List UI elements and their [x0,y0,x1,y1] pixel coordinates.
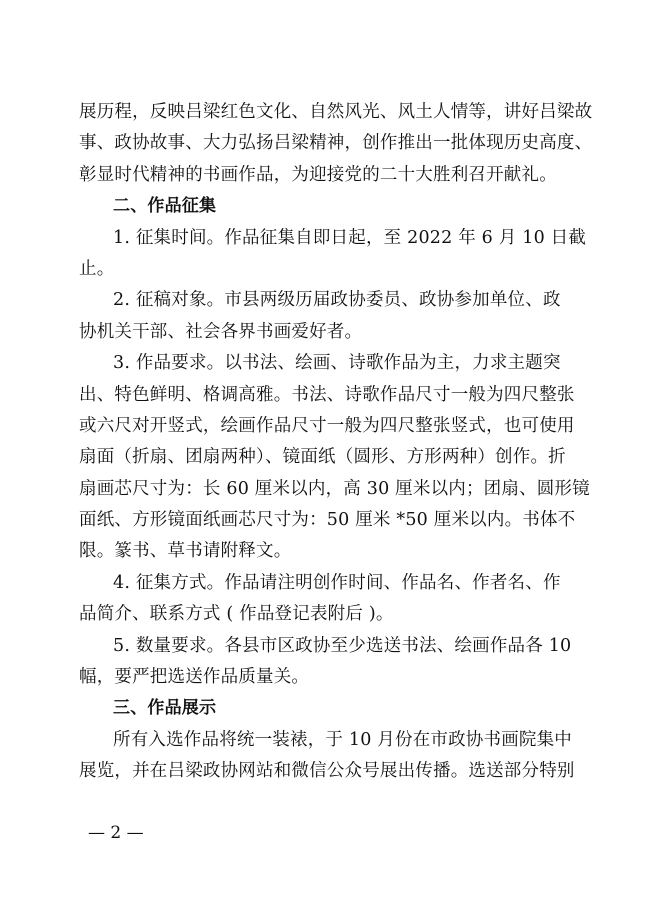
body-line: 品简介、联系方式 ( 作品登记表附后 )。 [79,604,394,625]
body-line: 彰显时代精神的书画作品，为迎接党的二十大胜利召开献礼。 [79,164,557,185]
body-line: 所有入选作品将统一装裱，于 10 月份在市政协书画院集中 [113,729,572,750]
body-line: 协机关干部、社会各界书画爱好者。 [79,321,363,342]
body-line: 展历程，反映吕梁红色文化、自然风光、风土人情等，讲好吕梁故 [79,102,593,122]
page-number: — 2 — [88,823,144,843]
body-line: 限。篆书、草书请附释文。 [79,541,292,562]
body-line: 或六尺对开竖式，绘画作品尺寸一般为四尺整张竖式，也可使用 [79,415,575,436]
body-line: 5. 数量要求。各县市区政协至少选送书法、绘画作品各 10 [113,635,572,656]
body-line: 展览，并在吕梁政协网站和微信公众号展出传播。选送部分特别 [79,761,575,782]
body-line: 扇面（折扇、团扇两种）、镜面纸（圆形、方形两种）创作。折 [79,447,566,468]
body-line: 出、特色鲜明、格调高雅。书法、诗歌作品尺寸一般为四尺整张 [79,384,575,405]
section-heading: 二、作品征集 [113,196,217,217]
section-heading: 三、作品展示 [113,698,217,719]
body-line: 3. 作品要求。以书法、绘画、诗歌作品为主，力求主题突 [113,353,561,374]
body-line: 2. 征稿对象。市县两级历届政协委员、政协参加单位、政 [113,290,561,311]
body-line: 面纸、方形镜面纸画芯尺寸为：50 厘米 *50 厘米以内。书体不 [79,510,576,531]
body-line: 止。 [79,258,115,279]
body-line: 扇画芯尺寸为：长 60 厘米以内，高 30 厘米以内；团扇、圆形镜 [79,478,590,499]
body-line: 幅，要严把选送作品质量关。 [79,667,310,688]
body-line: 4. 征集方式。作品请注明创作时间、作品名、作者名、作 [113,572,561,593]
body-line: 事、政协故事、大力弘扬吕梁精神，创作推出一批体现历史高度、 [79,133,593,154]
document-body [79,97,593,788]
body-line: 1. 征集时间。作品征集自即日起，至 2022 年 6 月 10 日截 [113,227,587,248]
